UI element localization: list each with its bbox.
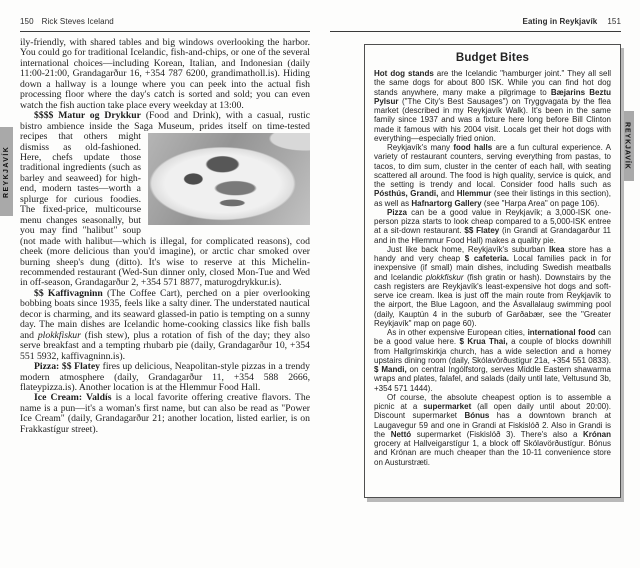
sidebar-title: Budget Bites — [455, 52, 530, 64]
sidebar-paragraph: Reykjavík's many food halls are a fun cultural experience. A variety of restaurant counters, serving everything from pastas, to tacos, to dim sum, cluster in the center of each hall, with seating scattered all around. The food is high quality, service is quick, and the setting is trendy and local. Consider food halls such as Pósthús, Grandi, and Hlemmur (see their listings in this section), as well as Hafnartorg Gallery (see "Harpa Area" on page 106). — [374, 143, 612, 208]
paragraph: ily-friendly, with shared tables and big windows overlooking the harbor. You could go for traditional Icelandic, fish-and-chips, or one of the several international choices—including Korean, Italian, and Indonesian (daily 11:00-21:00, Grandagarður 16, +354 787 6200, grandimatholl.is). Hiding down a hallway is a lounge where you can peek into the actual fish processing floor where the day's catch is sorted and sold; you can even watch the fish auction take place every weekday at 13:00. — [20, 37, 310, 111]
page-number-left: 150 — [20, 17, 34, 26]
sidebar-paragraph: As in other expensive European cities, international food can be a good value here. $ Krua Thai, a couple of blocks downhill from Hallgrímskirkja church, has a wide selection and a homey upstairs dining room (daily, Skólavörðustígur 21a, +354 551 0833). $ Mandi, on central Ingólfstorg, serves Middle Eastern shawarma wraps and plates, falafel, and salads (daily until late, Veltusund 3b, +354 571 1444). — [374, 328, 611, 393]
section-tab-right: REYKJAVÍK — [620, 111, 634, 181]
paragraph: $$$$ Matur og Drykkur (Food and Drink), with a casual, rustic bistro ambience inside the Saga Museum, prides itself on time-tested recipes that others might dismiss as old-fashioned. Here, chefs update those traditional ingredients (such as barley and seaweed) for high-end, modern tastes—worth a splurge for curious foodies. The fixed-price, multicourse menu changes seasonally, but you may find "halibut" soup (not made with halibut—which is illegal, for complicated reasons), cod cheek (more delicious than you'd imagine), or arctic char smoked over burning sheep's dung (ditto). It's wise to reserve at this Michelin-recommended restaurant (Wed-Sun dinner only, closed Mon-Tue and Wed in off-season, Grandagarður 2, +354 571 8877, maturogdrykkur.is). — [20, 110, 311, 289]
page-number-right: 151 — [607, 17, 621, 26]
running-header-right — [523, 17, 621, 26]
sidebar-paragraph: Of course, the absolute cheapest option is to assemble a picnic at a supermarket (all open daily until about 20:00). Discount supermarket Bónus has a downtown branch at Laugavegur 59 and one in Grandi at Fiskislóð 2. Also in Grandi is the Nettó supermarket (Fiskislóð 3). There's also a Krónan grocery at Hallveigarstígur 1, a block off Skólavörðustígur. Bónus and Krónan are much cheaper than the 10-11 convenience store on Austurstræti. — [374, 392, 612, 467]
body-text-column — [20, 38, 310, 435]
sidebar-paragraph: Just like back home, Reykjavík's suburban Ikea store has a handy and very cheap $ cafeteria. Local families pack in for inexpensive (if small) main dishes, including Swedish meatballs and Icelandic plokkfiskur (fish gratin or hash). Downstairs by the cash registers are Reykjavík's least-expensive hot dogs and soft-serve ice cream. Ikea is just off the main route from Reykjavík to the airport, the Blue Lagoon, and the Ásvallalaug swimming pool (daily, Kauptún 4 in the suburb of Garðabær, see the "Greater Reykjavík" map on page 60). — [374, 244, 612, 328]
running-header-left — [20, 17, 114, 26]
paragraph: Ice Cream: Valdís is a local favorite offering creative flavors. The name is a pun—it's a woman's first name, but can also be read as "Power Ice Cream" (daily, Grandagarður 21; another location, listed earlier, is on Frakkastígur street). — [20, 392, 310, 435]
header-rule-left — [20, 31, 310, 32]
food-plate-photo — [148, 133, 310, 225]
section-tab-left: REYKJAVÍK — [0, 127, 13, 216]
sidebar-paragraph: Hot dog stands are the Icelandic "hamburger joint." They all sell the same dogs for about 800 ISK. While you can find hot dog stands anywhere, many make a pilgrimage to Bæjarins Beztu Pylsur ("The City's Best Sausages") on Tryggvagata by the flea market (described in my Reykjavík Walk). It's been in the same family since 1937 and was a fixture here long before Bill Clinton made it famous with his 2004 visit. Locals get their hot dogs with everything—especially fried onion. — [374, 69, 612, 143]
paragraph: $$ Kaffivagninn (The Coffee Cart), perched on a pier overlooking bobbing boats since 1935, feels like a salty diner. The understated nautical decor is charming, and its seaward glassed-in patio is tempting on a sunny day. The main dishes are Icelandic home-cooking classics like fish balls and plokkfiskur (fish stew), plus a rotation of fish of the day; they also serve breakfast and a tempting rhubarb pie (daily, Grandagarður 10, +354 551 5932, kaffivagninn.is). — [20, 287, 310, 362]
page-right — [320, 0, 640, 568]
budget-bites-sidebar — [364, 44, 621, 498]
header-rule-right — [330, 31, 621, 32]
paragraph: Pizza: $$ Flatey fires up delicious, Neapolitan-style pizzas in a trendy modern atmosphere (daily, Grandagarður 11, +354 588 2666, flateypizza.is). Another location is at the Hlemmur Food Hall. — [20, 361, 310, 393]
sidebar-paragraph: Pizza can be a good value in Reykjavík; a 3,000-ISK one-person pizza starts to look cheap compared to a 5,000-ISK entree at a sit-down restaurant. $$ Flatey (in Grandi at Grandagarður 11 and in the Hlemmur Food Hall) makes a quality pie. — [374, 207, 611, 245]
chapter-title: Eating in Reykjavík — [522, 17, 598, 26]
book-title: Rick Steves Iceland — [41, 17, 114, 26]
